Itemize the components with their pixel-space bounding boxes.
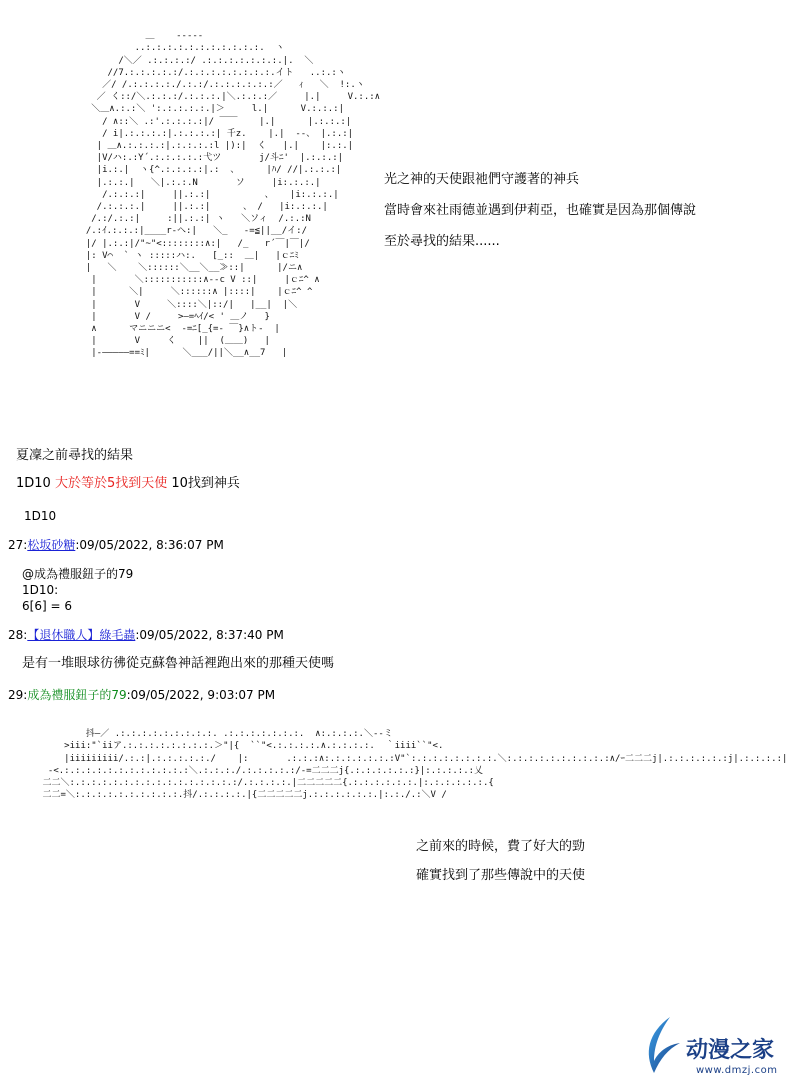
dice-condition-red: 大於等於5找到天使 xyxy=(54,476,168,491)
leaf-logo-icon xyxy=(640,1015,684,1077)
dice-value: 1D10 xyxy=(24,509,57,523)
post-28-body: 是有一堆眼球彷彿從克蘇魯神話裡跑出來的那種天使嗎 xyxy=(22,656,335,671)
result-line: 夏凜之前尋找的結果 xyxy=(16,448,134,463)
post-27-author-link[interactable]: 松坂砂糖 xyxy=(27,538,76,552)
post-28-header xyxy=(8,627,284,643)
dice-prefix: 1D10 xyxy=(16,476,55,491)
post-29-header xyxy=(8,687,275,703)
dice-line xyxy=(16,476,240,492)
panel1-caption-line-2: 當時會來社雨德並遇到伊莉亞，也確實是因為那個傳說 xyxy=(384,203,697,218)
post-29-caption-line-2: 確實找到了那些傳說中的天使 xyxy=(416,868,586,883)
post-28-time: :09/05/2022, 8:37:40 PM xyxy=(135,628,284,642)
post-29-number: 29: xyxy=(8,688,28,702)
post-27-header xyxy=(8,537,224,553)
ascii-art-top: ＿ ----- ..:.:.:.:.:.:.:.:.:.:.:. ヽ /＼／ .:.:.:.:/ .:.:.:.:.:.:.:.|. ＼ //7.:.:.:.:.:/.:.:.:.:.:.:.:.:.イト ..:.:ヽ ／/ /.:.:.:.:./.:.:/.:.:.:.:.:.:／ ｨ ＼ !:.ヽ ／ く::/＼.:.:.:/.:.:.:.|＼.:.:.:／ |.| V.:.:∧ ＼＿∧.:.:＼ ':.:.:.:.:.|＞ l.| V.:.:.:| / ∧::＼ .:'.:.:.:.:|/ ￣￣ |.| |.:.:.:| / i|.:.:.:.:|.:.:.:.:| 千z. |.| --、 |.:.:| | ＿∧.:.:.:.:|.:.:.:.:l |):| く |.| |:.:.| |V/ハ:.:Y´.:.:.:.:.:弋ツ j/斗ﾆ' |.:.:.:| |i.:.| ヽ{^.:.:.:.:|.: 、 |ﾊ/ //|.:.:.:| |.:.:.| ＼|.:.:.N ソ |i:.:.:.| /.:.:.:| ||.:.:| 、 |i:.:.:.| /.:.:.:.| ||.:.:| 、 / |i:.:.:.| /.:/.:.:| :||.:.:| ヽ ＼ソィ /.:.:N /.:ｲ.:.:.:|____r‐ヘ:| ＼_ ‐=≦||__/イ:/ |/ |.:.:|/"~"<::::::::∧:| /_ r´￣|￣|/ |: V⌒ ` ヽ :::::ハ:. [_:: ＿| |ｃﾆﾐ | ＼ ＼::::::＼__＼__≫::| |/ニ∧ | ＼:::::::::::∧--c V ::| |ｃﾆ^ ∧ | ＼| ＼::::::∧ |::::| |ｃﾆ^ ^ | V ＼::::＼|::/| |__| |＼ | V / >―=ﾍｲ/< ' ＿ノ } ∧ マニニニ< ‐=ﾆ[_{=- ￣}∧ト- | | V く || (＿＿) | |‐―――――==ﾐ| ＼___/||＼__∧__7 | xyxy=(85,31,381,359)
post-28-number: 28: xyxy=(8,628,28,642)
logo-name: 动漫之家 xyxy=(686,1038,775,1063)
post-27-line-1: @成為禮服鈕子的79 xyxy=(22,567,134,581)
post-27-line-2: 1D10: xyxy=(22,583,59,597)
panel1-caption-line-3: 至於尋找的結果...... xyxy=(384,234,500,249)
post-29-author: 成為禮服鈕子的79 xyxy=(27,688,127,702)
ascii-art-bottom: 抖―／ .:.:.:.:.:.:.:.:.:. .:.:.:.:.:.:.:. ∧:.:.:.:.＼--ミ >iii:"`iiア.:.:.:.:.:.:.:.:.＞"|{ ``"<.:.:.:.:.∧.:.:.:.:. ｀iiii``"<. |iiiiiiiii/.:.:|.:.:.:.:.:./ |: .:.:.:∧:.:.:.:.:.:.:V"`:.:.:.:.:.:.:.:.＼:.:.:.:.:.:.:.:.:.:∧/ｰ二二二j|.:.:.:.:.:.:j|.:.:.:.:| -<.:.:.:.:.:.:.:.:.:.:.:.:＼.:.:.:./.:.:.:.:.:/‐=二二二j{.:.:.:.:.:.:}|:.:.:.:.:乂 二二＼:.:.:.:.:.:.:.:.:.:.:.:.:.:.:.:/.:.:.:.:.|二二二二二{.:.:.:.:.:.:.|:.:.:.:.:.:.{ 二二=＼:.:.:.:.:.:.:.:.:.:.抖/.:.:.:.:.|{二二二二二j.:.:.:.:.:.:.|:.:./.:＼V / xyxy=(42,729,788,801)
dice-suffix: 10找到神兵 xyxy=(167,476,240,491)
panel1-caption-line-1: 光之神的天使跟祂們守護著的神兵 xyxy=(384,172,580,187)
logo-url: www.dmzj.com xyxy=(696,1065,778,1076)
post-28-author-link[interactable]: 【退休職人】綠毛蟲 xyxy=(27,628,136,642)
post-27-line-3: 6[6] = 6 xyxy=(22,599,72,613)
post-27-number: 27: xyxy=(8,538,28,552)
post-29-time: :09/05/2022, 9:03:07 PM xyxy=(126,688,276,702)
post-27-time: :09/05/2022, 8:36:07 PM xyxy=(75,538,224,552)
post-29-caption-line-1: 之前來的時候，費了好大的勁 xyxy=(416,839,586,854)
site-logo xyxy=(640,1013,790,1083)
